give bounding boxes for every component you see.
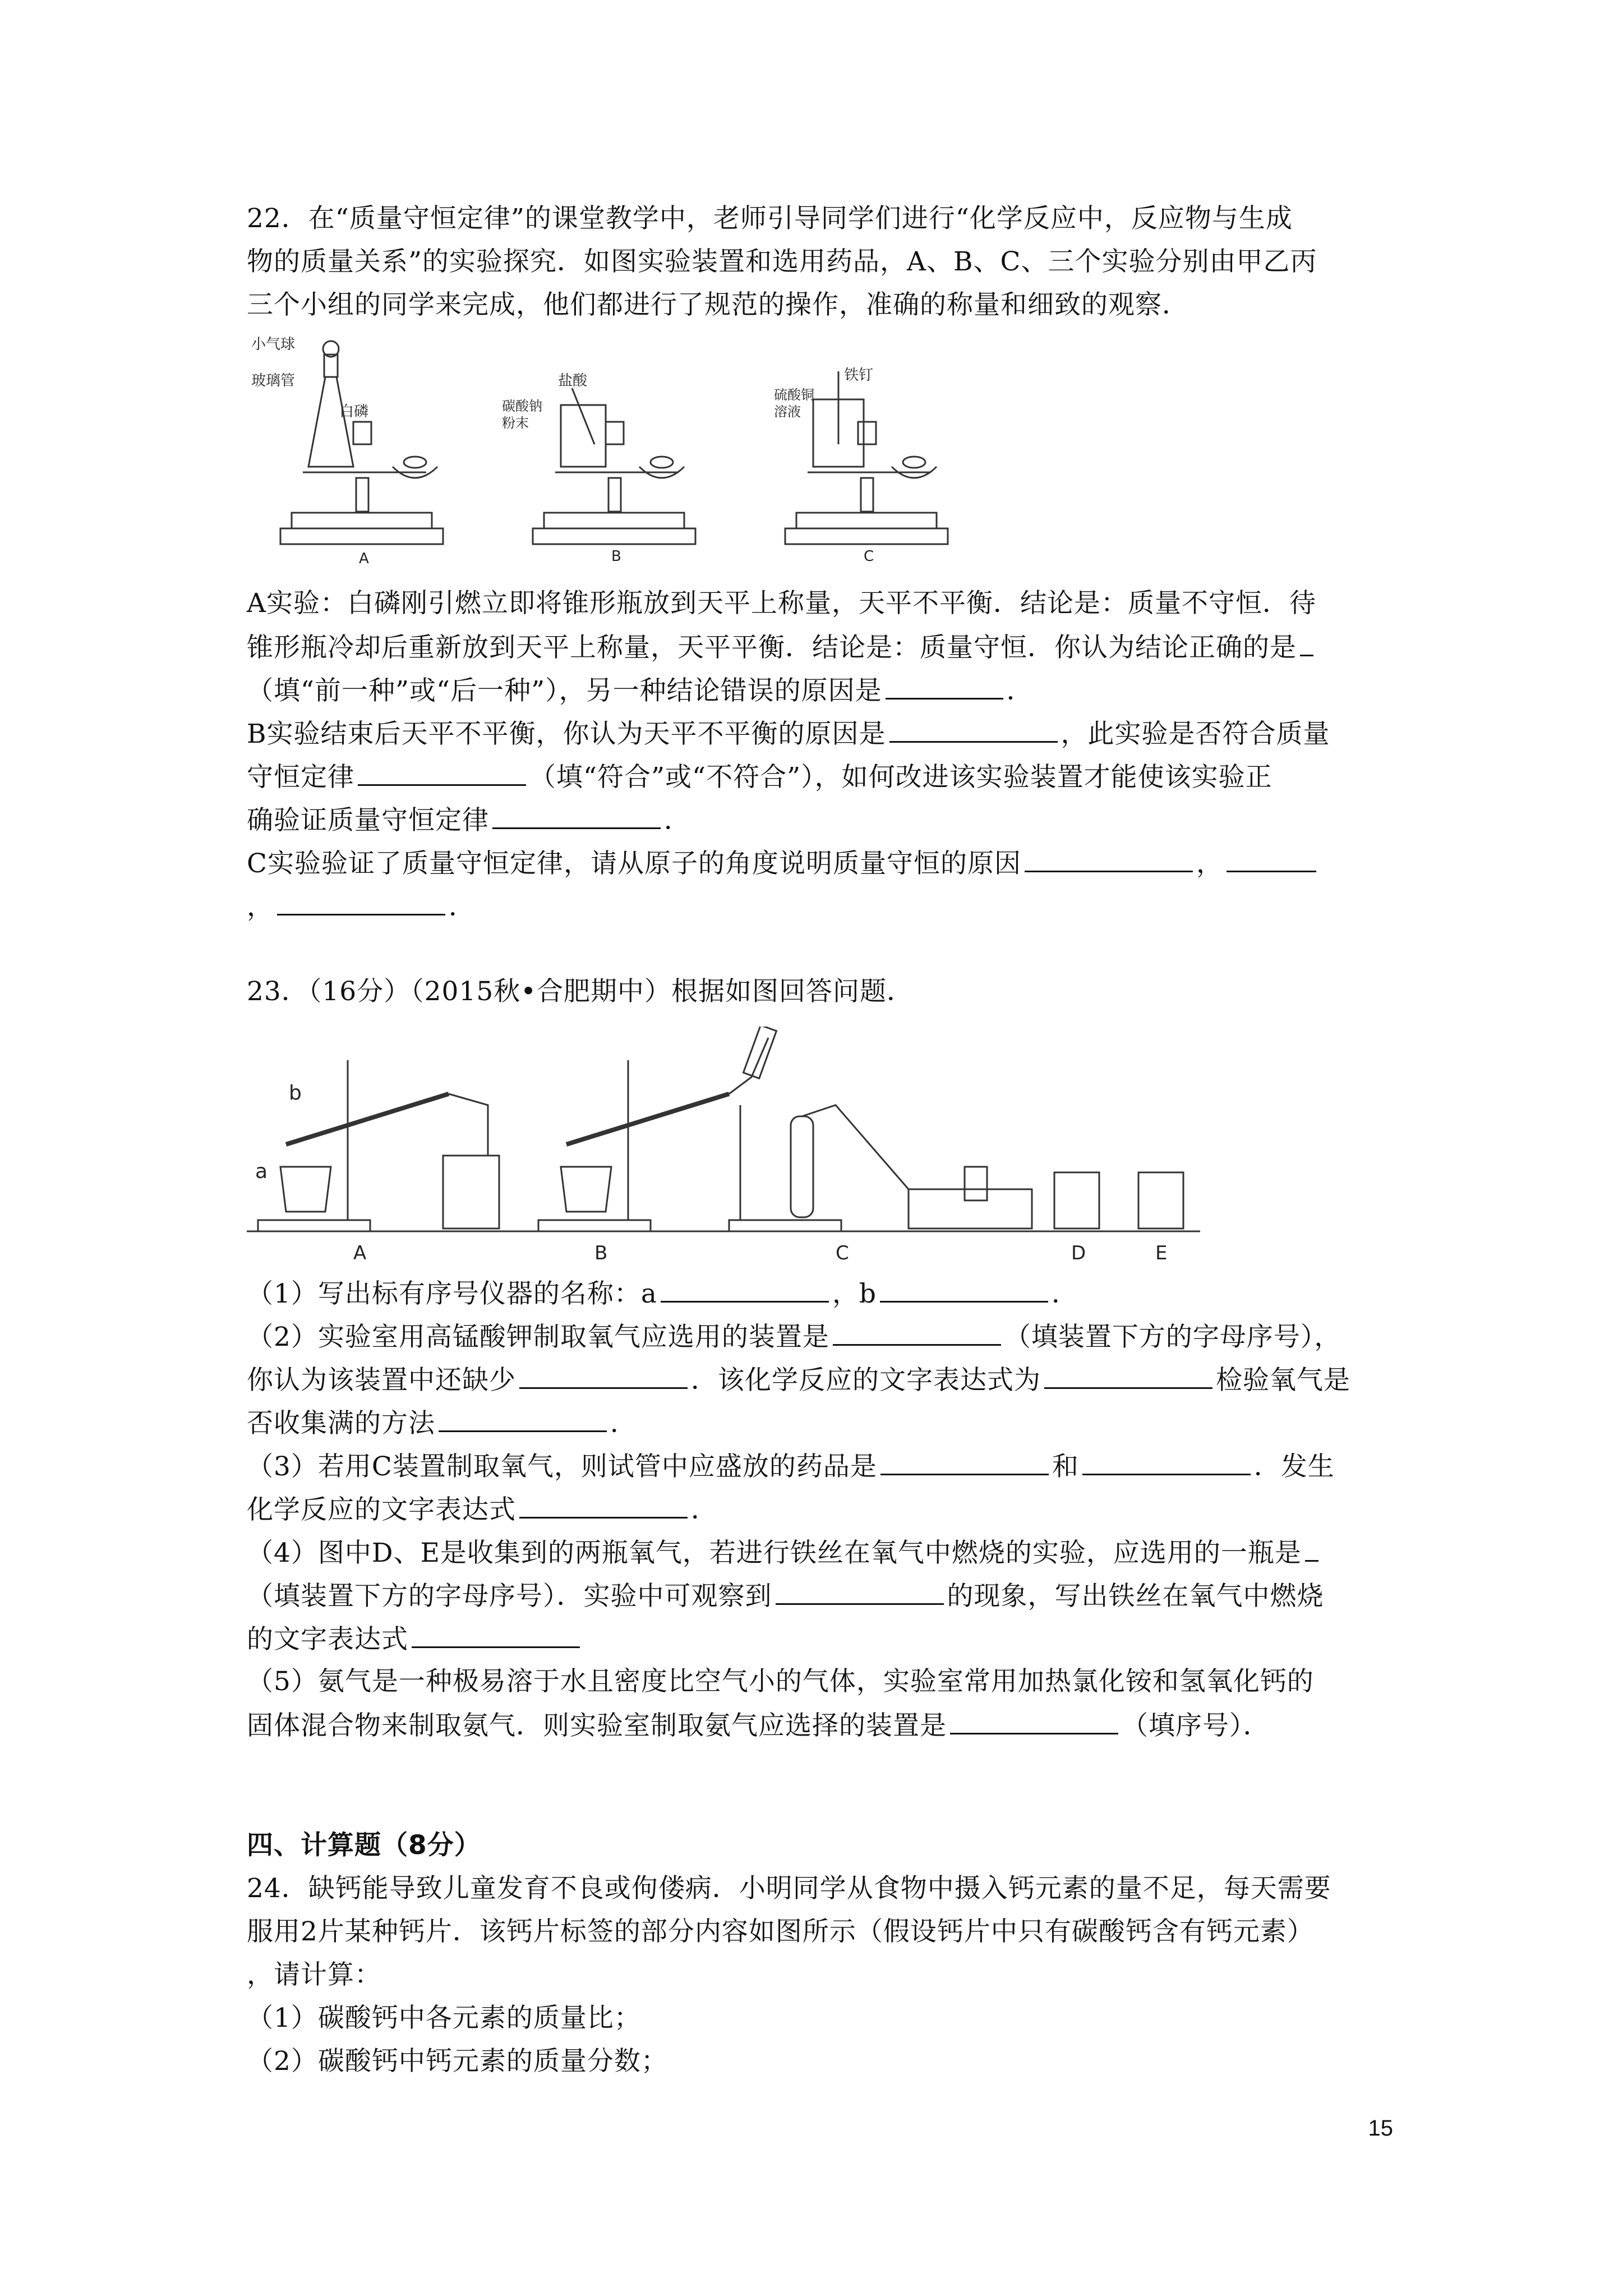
q23-p4-text: （4）图中D、E是收集到的两瓶氧气，若进行铁丝在氧气中燃烧的实验，应选用的一瓶是 [247, 1538, 1302, 1568]
answer-blank[interactable] [412, 1622, 580, 1648]
punct: ， [1196, 848, 1223, 879]
answer-blank[interactable] [950, 1708, 1118, 1734]
q23-p3-text: （3）若用C装置制取氧气，则试管中应盛放的药品是 [247, 1451, 877, 1482]
answer-blank[interactable] [886, 673, 1003, 700]
q22-b-line-3 [247, 803, 691, 838]
q23-p5-c: （填序号）． [1122, 1710, 1270, 1741]
punct: ． [664, 805, 691, 836]
label-white-phosphorus: 白磷 [339, 403, 369, 420]
q24-line-3: ，请计算： [247, 1959, 381, 1990]
q23-p4-line-3 [247, 1622, 583, 1657]
q23-p3-d: 化学反应的文字表达式 [247, 1494, 516, 1525]
punct: ． [1052, 1278, 1079, 1309]
q22-b-line-2-tail: （填“符合”或“不符合”），如何改进该实验装置才能使该实验正 [529, 762, 1272, 793]
answer-blank[interactable] [661, 1276, 829, 1303]
q24-line-1: 24．缺钙能导致儿童发育不良或佝偻病．小明同学从食物中摄入钙元素的量不足，每天需要 [247, 1873, 1331, 1904]
q23-p2-e: 检验氧气是 [1216, 1365, 1350, 1396]
answer-blank[interactable] [1025, 846, 1193, 872]
answer-blank[interactable] [1305, 1535, 1318, 1562]
caption-e: E [1155, 1242, 1168, 1264]
q22-b-line-1-text: B实验结束后天平不平衡，你认为天平不平衡的原因是 [247, 719, 886, 749]
q23-p3-line-2 [247, 1492, 718, 1527]
q23-p2-text: （2）实验室用高锰酸钾制取氧气应选用的装置是 [247, 1322, 829, 1352]
q23-p5-b: 固体混合物来制取氨气．则实验室制取氨气应选择的装置是 [247, 1710, 947, 1741]
test-tube-a [286, 1094, 449, 1144]
q23-p5-line-1: （5）氨气是一种极易溶于水且密度比空气小的气体，实验室常用加热氯化铵和氢氧化钙的 [247, 1666, 1314, 1697]
punct: ． [691, 1494, 718, 1525]
balance-a-body [292, 513, 432, 528]
q22-a-line-1: A实验：白磷刚引燃立即将锥形瓶放到天平上称量，天平不平衡．结论是：质量不守恒．待 [247, 588, 1316, 619]
test-tube-c [791, 1116, 813, 1217]
q22-line-1: 22．在“质量守恒定律”的课堂教学中，老师引导同学们进行“化学反应中，反应物与生成 [247, 203, 1293, 234]
q22-b-line-2-text: 守恒定律 [247, 762, 354, 793]
flask-a [308, 377, 353, 467]
answer-blank[interactable] [492, 803, 661, 829]
balance-experiment-figure [247, 332, 1032, 568]
caption-b: B [594, 1242, 608, 1264]
q23-p2-line-1 [247, 1319, 1341, 1354]
q23-p3-line-1 [247, 1449, 1335, 1484]
q22-line-2: 物的质量关系”的实验探究．如图实验装置和选用药品，A、B、C、三个实验分别由甲乙丙 [247, 246, 1317, 277]
caption-b: B [611, 548, 621, 565]
caption-d: D [1071, 1242, 1086, 1264]
q23-p2-line-3 [247, 1406, 637, 1441]
answer-blank[interactable] [358, 760, 526, 786]
label-sodium-carbonate: 碳酸钠 [502, 398, 542, 414]
q23-p4-line-2 [247, 1579, 1324, 1613]
q23-p2-d: ．该化学反应的文字表达式为 [691, 1365, 1041, 1396]
punct: ， [247, 891, 274, 922]
q22-b-line-1-tail: ，此实验是否符合质量 [1061, 719, 1330, 749]
answer-blank[interactable] [880, 1276, 1048, 1303]
balance-a-base [280, 528, 443, 544]
q22-c-line-2 [247, 889, 476, 924]
q22-line-3: 三个小组的同学来完成，他们都进行了规范的操作，准确的称量和细致的观察． [247, 289, 1189, 320]
answer-blank[interactable] [1044, 1363, 1212, 1389]
page-number: 15 [1368, 2116, 1393, 2141]
label-hydrochloric-acid: 盐酸 [558, 372, 588, 389]
q23-title: 23．（16分）（2015秋•合肥期中）根据如图回答问题． [247, 976, 914, 1007]
q23-p4-b: （填装置下方的字母序号）．实验中可观察到 [247, 1581, 772, 1612]
label-glass-tube: 玻璃管 [251, 372, 296, 389]
bottle-e [1138, 1172, 1183, 1228]
q23-p5-line-2 [247, 1708, 1270, 1743]
apparatus-figure-svg [247, 1027, 1200, 1268]
q24-line-2: 服用2片某种钙片．该钙片标签的部分内容如图所示（假设钙片中只有碳酸钙含有钙元素） [247, 1916, 1314, 1947]
caption-c: C [864, 548, 874, 565]
q23-p2-tail: （填装置下方的字母序号）， [1004, 1322, 1341, 1352]
caption-a: A [359, 550, 369, 567]
label-a: a [255, 1160, 268, 1183]
answer-blank[interactable] [776, 1579, 944, 1605]
caption-a: A [353, 1242, 367, 1264]
q24-line-5: （2）碳酸钙中钙元素的质量分数； [247, 2046, 668, 2077]
answer-blank[interactable] [1227, 846, 1316, 872]
answer-blank[interactable] [880, 1449, 1049, 1475]
q23-p3-tail: ．发生 [1253, 1451, 1335, 1482]
label-small-balloon: 小气球 [251, 336, 296, 353]
lab-apparatus-figure [247, 1027, 1200, 1268]
q22-b-line-1 [247, 716, 1330, 751]
label-powder: 粉末 [502, 415, 529, 431]
q22-a-line-2-text: 锥形瓶冷却后重新放到天平上称量，天平平衡．结论是：质量守恒．你认为结论正确的是 [247, 632, 1297, 663]
answer-blank[interactable] [889, 716, 1058, 743]
q23-p3-and: 和 [1052, 1451, 1079, 1482]
label-iron-nail: 铁钉 [844, 367, 874, 384]
label-solution: 溶液 [774, 404, 801, 420]
q22-b-line-2 [247, 760, 1272, 794]
answer-blank[interactable] [1082, 1449, 1251, 1475]
gas-bottle-a [443, 1156, 499, 1228]
q23-p2-line-2 [247, 1363, 1350, 1397]
water-trough [909, 1189, 1032, 1228]
q23-p1-text: （1）写出标有序号仪器的名称：a [247, 1278, 657, 1309]
q22-b-line-3-text: 确验证质量守恒定律 [247, 805, 489, 836]
q22-a-line-2 [247, 630, 1317, 665]
q22-c-line-1 [247, 846, 1320, 881]
q23-p2-f: 否收集满的方法 [247, 1408, 435, 1439]
punct: ． [610, 1408, 637, 1439]
q23-p1 [247, 1276, 1078, 1311]
section-heading: 四、计算题（8分） [247, 1830, 481, 1861]
q22-a-line-3 [247, 673, 1034, 708]
q23-p4-d: 的文字表达式 [247, 1624, 408, 1655]
bottle-d [1054, 1172, 1099, 1228]
answer-blank[interactable] [833, 1319, 1001, 1346]
answer-blank[interactable] [519, 1363, 688, 1389]
q24-line-4: （1）碳酸钙中各元素的质量比； [247, 2003, 641, 2033]
q23-p4-c: 的现象，写出铁丝在氧气中燃烧 [947, 1581, 1324, 1612]
q23-p1-b: ，b [832, 1278, 877, 1309]
answer-blank[interactable] [1300, 630, 1313, 656]
caption-c: C [836, 1242, 849, 1264]
q23-p2-c: 你认为该装置中还缺少 [247, 1365, 516, 1396]
q22-c-line-1-text: C实验验证了质量守恒定律，请从原子的角度说明质量守恒的原因 [247, 848, 1021, 879]
q23-p4-line-1 [247, 1535, 1322, 1570]
label-b: b [289, 1082, 302, 1105]
balance-figure-svg [247, 332, 1032, 568]
answer-blank[interactable] [439, 1406, 607, 1432]
label-copper-sulfate: 硫酸铜 [774, 387, 814, 403]
q22-a-line-3-text: （填“前一种”或“后一种”），另一种结论错误的原因是 [247, 675, 882, 706]
answer-blank[interactable] [277, 889, 445, 915]
alcohol-lamp-a [280, 1167, 331, 1212]
punct: ． [1006, 675, 1034, 706]
punct: ． [449, 891, 476, 922]
answer-blank[interactable] [519, 1492, 688, 1519]
